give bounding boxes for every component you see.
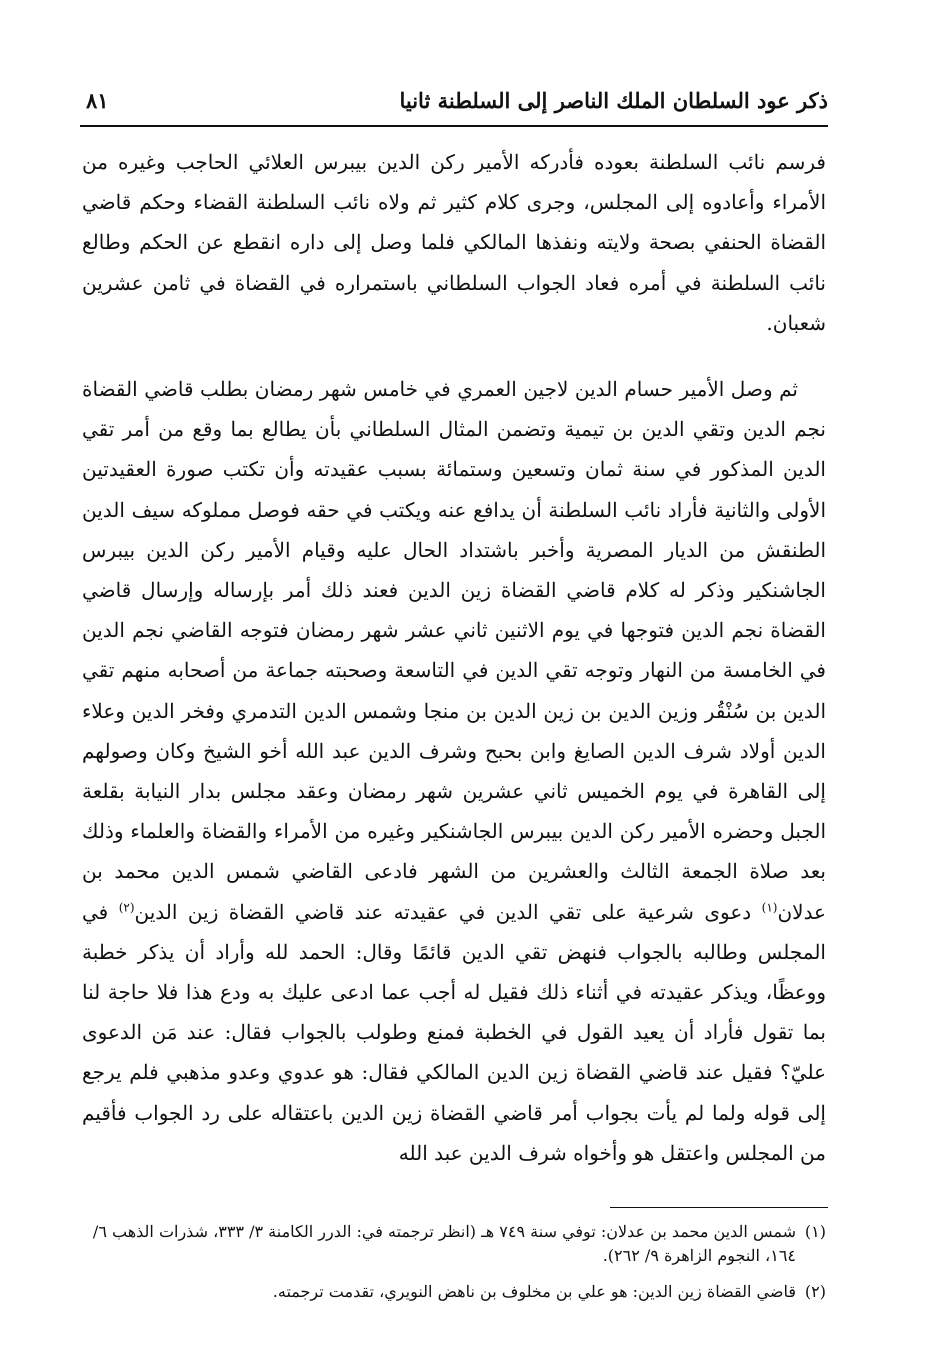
footnote-number: (١) (804, 1222, 826, 1241)
footnote-ref-2: (٢) (118, 900, 135, 914)
main-text (82, 142, 826, 1173)
footnote-text: قاضي القضاة زين الدين: هو علي بن مخلوف بن ناهض النويري، تقدمت ترجمته. (272, 1282, 796, 1301)
footnote-2 (82, 1280, 826, 1304)
page-header (80, 88, 828, 122)
page-number: ٨١ (86, 88, 109, 113)
paragraph-1: فرسم نائب السلطنة بعوده فأدركه الأمير ركن الدين بيبرس العلائي الحاجب وغيره من الأمراء وأعادوه إلى المجلس، وجرى كلام كثير ثم ولاه نائب السلطنة القضاء وحكم قاضي القضاة الحنفي بصحة ولايته ونفذها المالكي فلما وصل إلى داره انقطع عن الحكم وطالع نائب السلطنة في أمره فعاد الجواب السلطاني باستمراره في القضاة في ثامن عشرين شعبان. (82, 150, 826, 335)
paragraph-2-part-b: دعوى شرعية على تقي الدين في عقيدته عند قاضي القضاة زين الدين (134, 899, 762, 924)
running-title: ذكر عود السلطان الملك الناصر إلى السلطنة ثانيا (399, 88, 828, 113)
footnote-divider (610, 1207, 828, 1208)
paragraph-2-part-a: ثم وصل الأمير حسام الدين لاجين العمري في خامس شهر رمضان بطلب قاضي القضاة نجم الدين وتقي الدين بن تيمية وتضمن المثال السلطاني بأن يطالع بما وقع من أمر تقي الدين المذكور في سنة ثمان وتسعين وستمائة بسبب عقيدته وأن تكتب صورة العقيدتين الأولى والثانية فأراد نائب السلطنة أن يدافع عنه ويكتب في حقه فوصل مملوكه سيف الدين الطنقش من الديار المصرية وأخبر باشتداد الحال عليه وقيام الأمير ركن الدين بيبرس الجاشنكير وذكر له كلام قاضي القضاة زين الدين فعند ذلك أمر بإرساله وإرسال قاضي القضاة نجم الدين فتوجها في يوم الاثنين ثاني عشر شهر رمضان فتوجه القاضي نجم الدين في الخامسة من النهار وتوجه تقي الدين في التاسعة وصحبته جماعة من أصحابه منهم تقي الدين بن سُنْقُر وزين الدين بن زين الدين بن منجا وشمس الدين التدمري وفخر الدين وعلاء الدين أولاد شرف الدين الصايغ وابن بحبح وشرف الدين عبد الله أخو الشيخ وكان وصولهم إلى القاهرة في يوم الخميس ثاني عشرين شهر رمضان وعقد مجلس بدار النيابة بقلعة الجبل وحضره الأمير ركن الدين بيبرس الجاشنكير وغيره من الأمراء والقضاة والعلماء وذلك بعد صلاة الجمعة الثالث والعشرين من الشهر فادعى القاضي شمس الدين محمد بن عدلان (82, 377, 826, 924)
footnote-ref-1: (١) (761, 900, 778, 914)
footnote-1 (82, 1220, 826, 1268)
footnote-text: شمس الدين محمد بن عدلان: توفي سنة ٧٤٩ هـ (انظر ترجمته في: الدرر الكامنة ٣/ ٣٣٣، شذرات الذهب ٦/ ١٦٤، النجوم الزاهرة ٩/ ٢٦٢). (92, 1222, 796, 1265)
footnotes (82, 1220, 826, 1316)
paragraph-2-part-c: في المجلس وطالبه بالجواب فنهض تقي الدين قائمًا وقال: الحمد لله وأراد أن يذكر خطبة ووعظًا، ويذكر عقيدته في أثناء ذلك فقيل له أجب عما ادعى عليك به ودع هذا فلا حاجة لنا بما تقول فأراد أن يعيد القول في الخطبة فمنع وطولب بالجواب فقال: عند مَن الدعوى عليّ؟ فقيل عند قاضي القضاة زين الدين المالكي فقال: هو عدوي وعدو مذهبي فلم يرجع إلى قوله ولما لم يأت بجواب أمر قاضي القضاة زين الدين باعتقاله على رد الجواب فأقيم من المجلس واعتقل هو وأخواه شرف الدين عبد الله (82, 899, 826, 1165)
header-divider (80, 125, 828, 127)
paragraph-2 (82, 369, 826, 1173)
footnote-number: (٢) (804, 1282, 826, 1301)
